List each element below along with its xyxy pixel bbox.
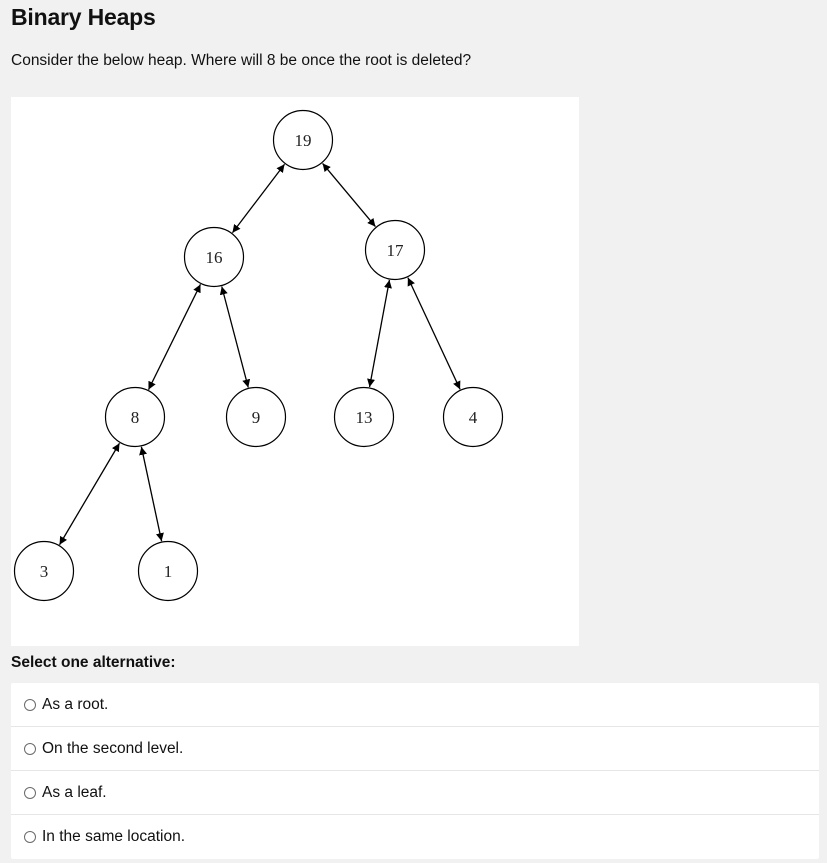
- page-title: Binary Heaps: [11, 4, 156, 30]
- radio-button[interactable]: [24, 831, 36, 843]
- heap-edge-16-9: [222, 287, 249, 388]
- option-second-level[interactable]: [11, 727, 819, 771]
- heap-node-1: [139, 542, 198, 601]
- question-text: Consider the below heap. Where will 8 be once the root is deleted?: [11, 52, 472, 69]
- heap-node-label: 16: [205, 248, 223, 267]
- radio-button[interactable]: [24, 699, 36, 711]
- heap-edge-19-16: [232, 164, 284, 232]
- heap-node-label: 13: [355, 408, 373, 427]
- heap-node-label: 8: [130, 408, 140, 427]
- option-label: On the second level.: [42, 739, 184, 757]
- heap-edge-8-3: [60, 443, 120, 544]
- heap-edge-8-1: [141, 447, 161, 541]
- select-label: Select one alternative:: [11, 654, 176, 671]
- answer-options: [11, 683, 819, 859]
- heap-edge-17-13: [370, 280, 390, 387]
- heap-node-label: 3: [39, 562, 49, 581]
- heap-node-16: [185, 228, 244, 287]
- heap-diagram: [11, 97, 579, 646]
- heap-edge-19-17: [323, 163, 376, 226]
- heap-node-label: 4: [468, 408, 478, 427]
- option-label: As a root.: [42, 695, 109, 713]
- heap-nodes: [15, 111, 503, 601]
- heap-node-3: [15, 542, 74, 601]
- heap-node-8: [106, 388, 165, 447]
- radio-button[interactable]: [24, 743, 36, 755]
- radio-button[interactable]: [24, 787, 36, 799]
- heap-node-13: [335, 388, 394, 447]
- heap-node-label: 17: [386, 241, 404, 260]
- heap-node-label: 19: [294, 131, 312, 150]
- option-same-location[interactable]: [11, 815, 819, 859]
- heap-edge-17-4: [408, 278, 460, 390]
- heap-node-9: [227, 388, 286, 447]
- heap-node-label: 9: [251, 408, 261, 427]
- option-label: In the same location.: [42, 828, 186, 845]
- option-as-root[interactable]: [11, 683, 819, 727]
- heap-node-label: 1: [163, 562, 173, 581]
- heap-node-17: [366, 221, 425, 280]
- heap-node-19: [274, 111, 333, 170]
- heap-edge-16-8: [149, 284, 201, 389]
- heap-node-4: [444, 388, 503, 447]
- heap-svg: [11, 97, 579, 646]
- option-as-leaf[interactable]: [11, 771, 819, 815]
- option-label: As a leaf.: [42, 783, 107, 801]
